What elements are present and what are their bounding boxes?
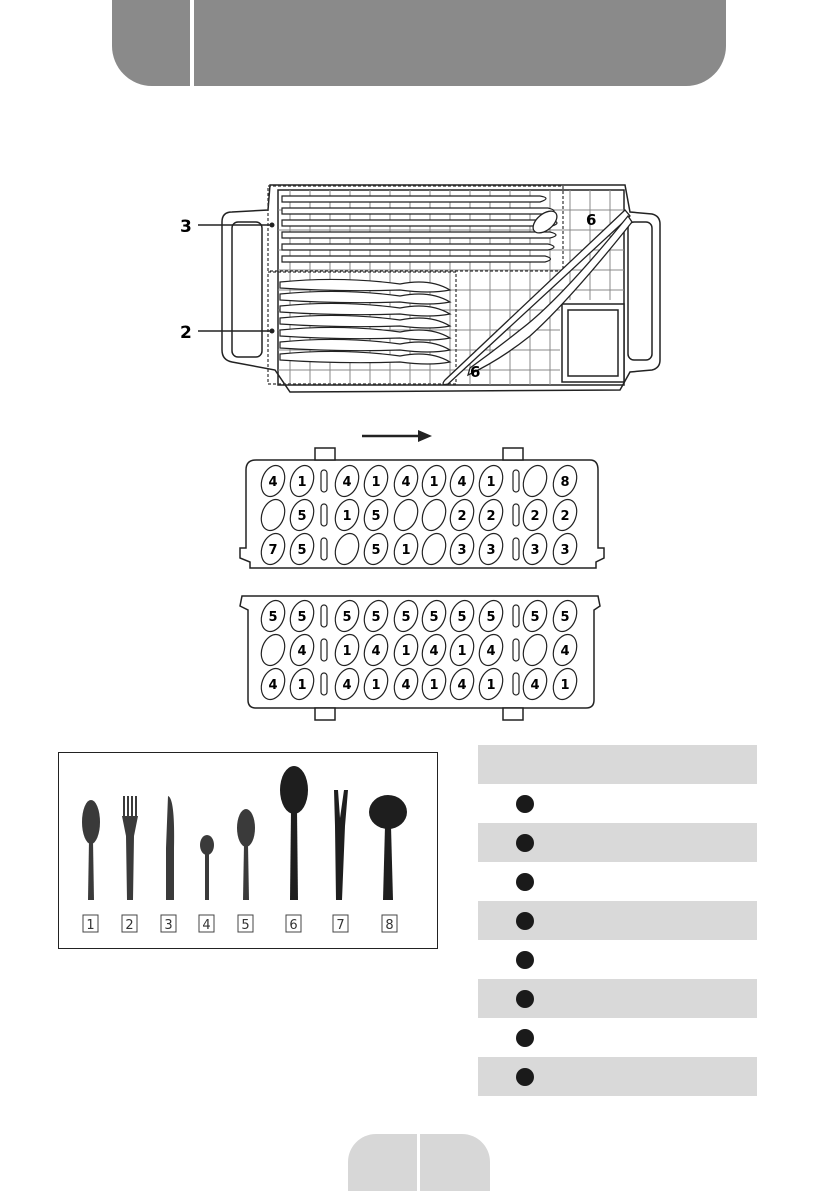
fork-icon xyxy=(122,796,138,900)
tray-slot-number: 5 xyxy=(401,610,411,625)
serving-spoon-icon xyxy=(280,766,308,900)
direction-arrow-icon xyxy=(362,430,432,442)
tray-slot-number: 2 xyxy=(530,509,540,524)
knife-icon xyxy=(166,796,174,900)
tray-slot-number: 1 xyxy=(371,678,381,693)
tray-slot-number: 2 xyxy=(457,509,467,524)
gravy-ladle-icon xyxy=(369,795,407,900)
tray-slot-number: 2 xyxy=(486,509,496,524)
tray-slot-number: 3 xyxy=(457,543,467,558)
dessert-spoon-icon xyxy=(82,800,100,900)
tray-slot-number: 3 xyxy=(530,543,540,558)
table-row xyxy=(478,901,757,940)
tray-slot-number: 4 xyxy=(268,678,278,693)
tray-slot-number: 5 xyxy=(342,610,352,625)
soup-spoon-icon xyxy=(237,809,255,900)
tray-slot-number: 1 xyxy=(371,475,381,490)
tray-slot xyxy=(519,631,551,669)
table-row xyxy=(478,784,757,823)
bullet-icon xyxy=(516,1068,534,1086)
serving-fork-icon xyxy=(334,790,348,900)
tray-slot-number: 4 xyxy=(401,475,411,490)
tray-slit xyxy=(513,605,519,627)
tray-slit xyxy=(321,639,327,661)
tray-slot-number: 1 xyxy=(342,644,352,659)
table-row xyxy=(478,1018,757,1057)
table-row xyxy=(478,862,757,901)
bullet-icon xyxy=(516,990,534,1008)
tray-slit xyxy=(321,538,327,560)
lower-tray-cells xyxy=(257,597,581,703)
legend-num-7: 7 xyxy=(336,918,345,933)
legend-num-2: 2 xyxy=(125,918,134,933)
tray-slot-number: 1 xyxy=(401,543,411,558)
tray-slot xyxy=(519,462,551,500)
tray-slot-number: 7 xyxy=(268,543,278,558)
tray-slot-number: 4 xyxy=(486,644,496,659)
callout-dot-3 xyxy=(270,223,275,228)
tray-slot-number: 4 xyxy=(342,678,352,693)
table-row xyxy=(478,979,757,1018)
bullet-icon xyxy=(516,912,534,930)
tray-slit xyxy=(321,504,327,526)
tray-slot-number: 1 xyxy=(429,678,439,693)
teaspoon-icon xyxy=(200,835,214,900)
bullet-icon xyxy=(516,795,534,813)
tray-slot-number: 1 xyxy=(401,644,411,659)
tray-slot-number: 4 xyxy=(457,475,467,490)
tray-slot-number: 5 xyxy=(371,543,381,558)
tray-slot-number: 8 xyxy=(560,475,570,490)
tray-slot xyxy=(390,496,422,534)
tray-slot-number: 1 xyxy=(486,475,496,490)
table-row xyxy=(478,1057,757,1096)
tray-slot-number: 1 xyxy=(429,475,439,490)
bullet-icon xyxy=(516,834,534,852)
bullet-icon xyxy=(516,1029,534,1047)
footer-divider xyxy=(417,1134,420,1191)
tray-slot xyxy=(331,530,363,568)
tray-slot-number: 5 xyxy=(297,509,307,524)
bullet-icon xyxy=(516,951,534,969)
legend-num-1: 1 xyxy=(86,918,95,933)
callout-dot-2 xyxy=(270,329,275,334)
tray-slot-number: 4 xyxy=(429,644,439,659)
legend-num-6: 6 xyxy=(289,918,298,933)
tray-slot-number: 4 xyxy=(457,678,467,693)
lower-cutlery xyxy=(280,279,450,364)
tray-slot-number: 4 xyxy=(268,475,278,490)
table-row xyxy=(478,940,757,979)
tray-slot-number: 5 xyxy=(268,610,278,625)
tray-slot-number: 1 xyxy=(560,678,570,693)
tray-slot-number: 5 xyxy=(371,509,381,524)
callout-2: 2 xyxy=(180,323,192,343)
tray-slot-number: 5 xyxy=(297,543,307,558)
tray-slit xyxy=(513,504,519,526)
tray-slot-number: 1 xyxy=(297,678,307,693)
tray-slit xyxy=(513,673,519,695)
tray-slot-number: 5 xyxy=(530,610,540,625)
tray-slot-number: 3 xyxy=(486,543,496,558)
tray-slot-number: 4 xyxy=(297,644,307,659)
legend-num-4: 4 xyxy=(202,918,211,933)
tray-slit xyxy=(513,470,519,492)
tray-slit xyxy=(513,538,519,560)
tray-slot xyxy=(257,496,289,534)
tray-slot-number: 4 xyxy=(371,644,381,659)
callout-3: 3 xyxy=(180,217,192,237)
tray-slot-number: 2 xyxy=(560,509,570,524)
tray-slot-number: 1 xyxy=(457,644,467,659)
tray-slot-number: 5 xyxy=(486,610,496,625)
tray-slot xyxy=(418,496,450,534)
tray-slot-number: 1 xyxy=(342,509,352,524)
callout-lines xyxy=(198,225,272,331)
tray-slot-number: 4 xyxy=(530,678,540,693)
tray-slot-number: 4 xyxy=(401,678,411,693)
tray-slot-number: 4 xyxy=(560,644,570,659)
tray-slot-number: 4 xyxy=(342,475,352,490)
tray-slit xyxy=(321,673,327,695)
tray-slot-number: 1 xyxy=(486,678,496,693)
callout-6-bottom: 6 xyxy=(470,363,481,381)
upper-tray-cells xyxy=(257,462,581,568)
tray-slot-number: 1 xyxy=(297,475,307,490)
tray-slot-number: 5 xyxy=(297,610,307,625)
callout-6-top: 6 xyxy=(586,211,597,229)
legend-num-5: 5 xyxy=(241,918,250,933)
tray-slit xyxy=(513,639,519,661)
table-row xyxy=(478,823,757,862)
tray-slot xyxy=(418,530,450,568)
legend-num-3: 3 xyxy=(164,918,173,933)
legend-num-8: 8 xyxy=(385,918,394,933)
tray-slot xyxy=(257,631,289,669)
table-header-row xyxy=(478,745,757,784)
tray-slot-number: 3 xyxy=(560,543,570,558)
bullet-icon xyxy=(516,873,534,891)
tray-slot-number: 5 xyxy=(560,610,570,625)
cutlery-legend-icons xyxy=(58,752,438,949)
tray-slot-number: 5 xyxy=(371,610,381,625)
upper-cutlery xyxy=(282,196,557,262)
tray-slit xyxy=(321,470,327,492)
tray-slot-number: 5 xyxy=(429,610,439,625)
tray-slot-number: 5 xyxy=(457,610,467,625)
tray-slit xyxy=(321,605,327,627)
